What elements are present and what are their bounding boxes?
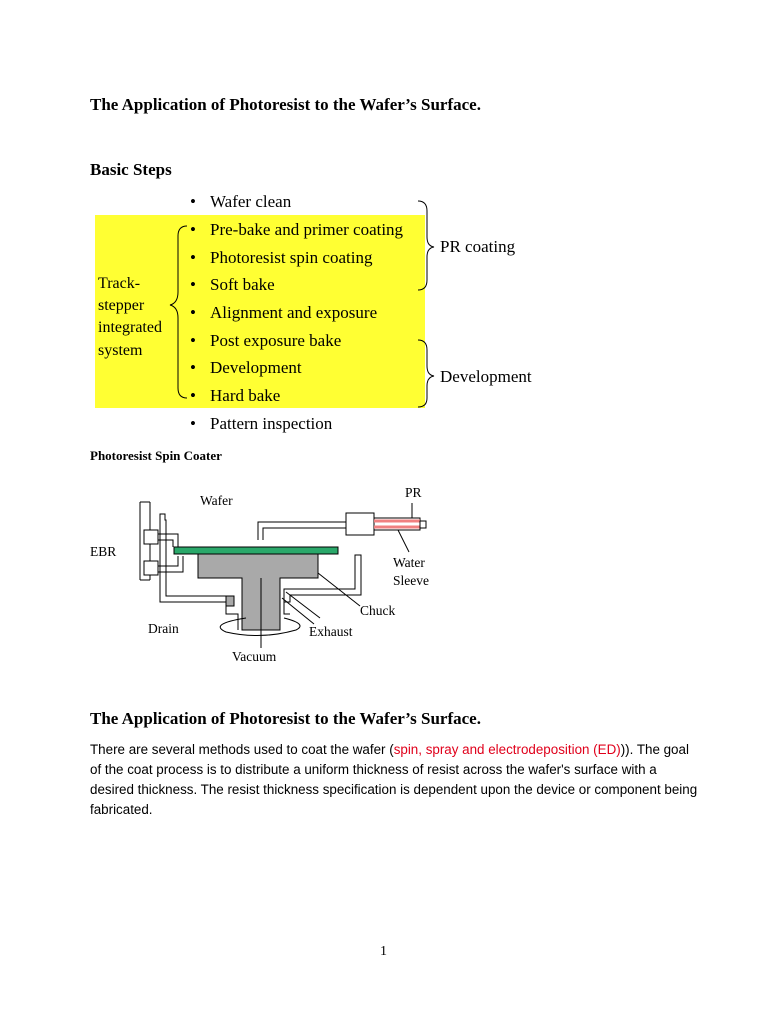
- spin-coater-heading: Photoresist Spin Coater: [90, 448, 222, 463]
- step-bullet: •: [190, 303, 196, 322]
- ebr-nozzle-bottom: [144, 561, 158, 575]
- label-pr: PR: [405, 485, 422, 500]
- description-paragraph: [90, 740, 700, 820]
- step-bullet: •: [190, 331, 196, 350]
- paragraph-highlight: spin, spray and electrodeposition (ED): [393, 742, 621, 757]
- pr-nozzle-housing: [346, 513, 374, 535]
- label-chuck: Chuck: [360, 603, 396, 618]
- pr-arm: [258, 522, 348, 540]
- step-item: Pattern inspection: [210, 414, 333, 433]
- step-item: Post exposure bake: [210, 331, 342, 350]
- water-sleeve-leader: [398, 530, 409, 552]
- step-bullet: •: [190, 192, 196, 211]
- step-item: Photoresist spin coating: [210, 248, 373, 267]
- wafer: [174, 547, 338, 554]
- track-label-line: stepper: [98, 297, 145, 314]
- pr-coating-label: PR coating: [440, 237, 516, 256]
- step-bullet: •: [190, 220, 196, 239]
- label-exhaust: Exhaust: [309, 624, 353, 639]
- step-item: Pre-bake and primer coating: [210, 220, 404, 239]
- label-wafer: Wafer: [200, 493, 233, 508]
- step-item: Alignment and exposure: [210, 303, 378, 322]
- step-item: Hard bake: [210, 386, 281, 405]
- step-item: Wafer clean: [210, 192, 292, 211]
- step-bullet: •: [190, 248, 196, 267]
- step-bullet: •: [190, 414, 196, 433]
- pr-tube-end: [420, 521, 426, 528]
- page-number: 1: [380, 944, 387, 959]
- development-label: Development: [440, 367, 532, 386]
- basic-steps-heading: Basic Steps: [90, 160, 172, 179]
- exhaust-pipe: [282, 598, 314, 624]
- label-ebr: EBR: [90, 544, 117, 559]
- step-bullet: •: [190, 275, 196, 294]
- step-bullet: •: [190, 358, 196, 377]
- step-bullet: •: [190, 386, 196, 405]
- step-item: Soft bake: [210, 275, 275, 294]
- section-title: The Application of Photoresist to the Wafer’s Surface.: [90, 709, 481, 728]
- track-label-line: integrated: [98, 319, 162, 336]
- step-item: Development: [210, 358, 302, 377]
- label-sleeve: Sleeve: [393, 573, 429, 588]
- page-title: The Application of Photoresist to the Wafer’s Surface.: [90, 95, 481, 114]
- drain-outlet: [226, 596, 234, 606]
- track-label-line: system: [98, 342, 143, 359]
- label-vacuum: Vacuum: [232, 649, 277, 664]
- label-drain: Drain: [148, 621, 179, 636]
- paragraph-text: There are several methods used to coat the wafer (: [90, 742, 394, 757]
- label-water: Water: [393, 555, 425, 570]
- paragraph-text: )). The goal of the coat process is to distribute a uniform thickness of resist across the wafer's surface with a desired thickness. The resist thickness specification is dependent upon the device or component being fabricated.: [90, 742, 698, 817]
- ebr-nozzle-top: [144, 530, 158, 544]
- track-label-line: Track-: [98, 275, 141, 292]
